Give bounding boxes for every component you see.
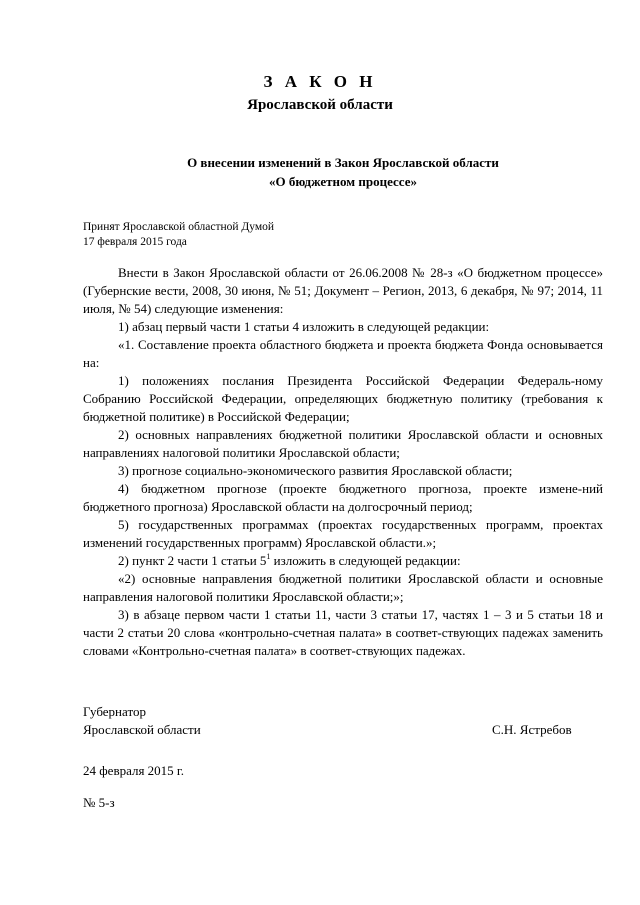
document-subject [0, 153, 640, 191]
body-paragraph-4: 1) положениях послания Президента Российской Федерации Федераль-ному Собранию Российской Федерации, определяющих бюджетную политику (требования к бюджетной политике) в Российской Федерации; [83, 373, 603, 424]
document-title: З А К О Н [263, 72, 377, 91]
body-paragraph-5: 2) основных направлениях бюджетной политики Ярославской области и основных направлениях налоговой политики Ярославской области; [83, 427, 603, 460]
adoption-note [83, 220, 274, 250]
paragraph-9-text-end: изложить в следующей редакции: [270, 553, 461, 568]
adoption-line-2: 17 февраля 2015 года [83, 236, 187, 248]
subject-line-1: О внесении изменений в Закон Ярославской области [187, 155, 499, 170]
body-paragraph-2: 1) абзац первый части 1 статьи 4 изложить в следующей редакции: [118, 319, 490, 334]
paragraph-9-text: 2) пункт 2 части 1 статьи 5 [118, 553, 267, 568]
body-paragraph-11: 3) в абзаце первом части 1 статьи 11, части 3 статьи 17, частях 1 – 3 и 5 статьи 18 и части 2 статьи 20 слова «контрольно-счетная палата» в соответ-ствующих падежах заменить словами «Контрольно-счетная палата» в соответ-ствующих падежах. [83, 607, 603, 658]
document-region: Ярославской области [247, 97, 393, 113]
body-paragraph-6: 3) прогнозе социально-экономического развития Ярославской области; [118, 463, 513, 478]
signature-name: С.Н. Ястребов [492, 722, 572, 737]
body-paragraph-9 [83, 552, 603, 570]
body-paragraph-3: «1. Составление проекта областного бюджета и проекта бюджета Фонда основывается на: [83, 337, 603, 370]
superscript-article-number: 1 [266, 552, 271, 561]
document-body [83, 264, 603, 660]
body-paragraph-8: 5) государственных программах (проектах государственных программ, проектах изменений государственных программ) Ярославской области.»; [83, 517, 603, 550]
body-paragraph-7: 4) бюджетном прогнозе (проекте бюджетного прогноза, проекте измене-ний бюджетного прогноза) Ярославской области на долгосрочный период; [83, 481, 603, 514]
adoption-line-1: Принят Ярославской областной Думой [83, 221, 275, 233]
body-paragraph-1: Внести в Закон Ярославской области от 26.06.2008 № 28-з «О бюджетном процессе» (Губернские вести, 2008, 30 июня, № 51; Документ – Регион, 2013, 6 декабря, № 97; 2014, 11 июля, № 54) следующие изменения: [83, 265, 603, 316]
signature-region: Ярославской области [83, 722, 201, 737]
subject-line-2: «О бюджетном процессе» [269, 174, 417, 189]
body-paragraph-10: «2) основные направления бюджетной политики Ярославской области и основные направления налоговой политики Ярославской области;»; [83, 571, 603, 604]
signature-title: Губернатор [83, 704, 146, 719]
document-number: № 5-з [83, 795, 115, 810]
document-date: 24 февраля 2015 г. [83, 763, 185, 778]
